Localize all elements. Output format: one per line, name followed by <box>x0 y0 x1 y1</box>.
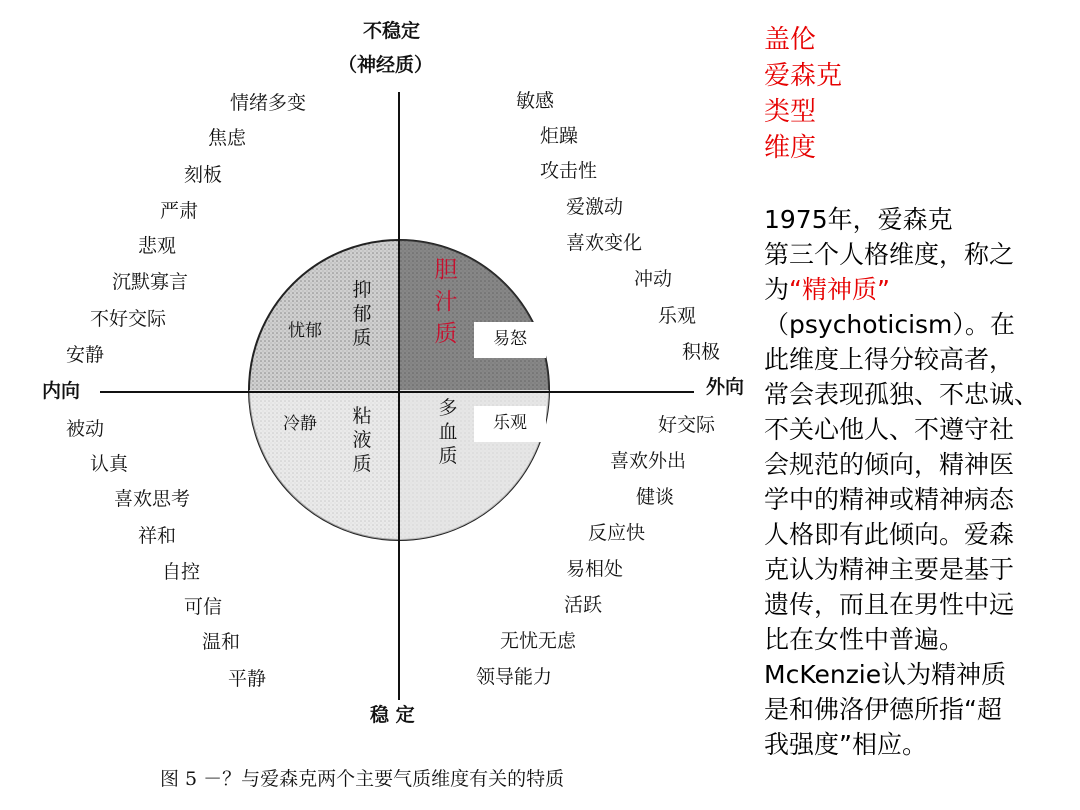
trait-label: 喜欢思考 <box>114 488 191 510</box>
neuroticism-label: （神经质） <box>338 54 434 76</box>
trait-label: 活跃 <box>564 594 603 616</box>
trait-label: 认真 <box>90 453 129 475</box>
body-line: 1975年，爱森克 <box>764 205 953 234</box>
trait-label: 刻板 <box>184 164 223 186</box>
trait-label: 积极 <box>682 341 721 363</box>
trait-label: 好交际 <box>658 414 716 436</box>
trait-label: 严肃 <box>160 200 199 222</box>
side-paragraph <box>764 202 1076 762</box>
sanguine-text: 多 血 质 <box>438 397 458 467</box>
body-line: 常会表现孤独、不忠诚、 <box>764 380 1040 409</box>
body-line: 会规范的倾向，精神医 <box>764 450 1015 479</box>
trait-label: 悲观 <box>138 235 177 257</box>
trait-label: 冲动 <box>634 268 673 290</box>
stable-label: 稳 定 <box>370 704 415 726</box>
body-line: 不关心他人、不遵守社 <box>764 415 1015 444</box>
unstable-label: 不稳定 <box>363 20 421 42</box>
body-line: 第三个人格维度，称之 <box>764 240 1015 269</box>
trait-label: 无忧无虑 <box>500 630 577 652</box>
phlegmatic-text: 粘 液 质 <box>352 405 372 475</box>
phlegmatic-label <box>352 404 372 476</box>
trait-label: 安静 <box>66 344 105 366</box>
introvert-label: 内向 <box>42 380 81 402</box>
melancholic-label <box>352 278 372 350</box>
phlegmatic-box: 冷静 <box>283 414 317 434</box>
choleric-label <box>434 254 458 350</box>
trait-label: 喜欢变化 <box>566 232 643 254</box>
body-line: McKenzie认为精神质 <box>764 660 1007 689</box>
extravert-label: 外向 <box>706 376 745 398</box>
trait-label: 焦虑 <box>208 127 247 149</box>
body-line: 是和佛洛伊德所指“超 <box>764 695 1002 724</box>
melancholic-text: 抑 郁 质 <box>352 279 372 349</box>
body-line: 克认为精神主要是基于 <box>764 555 1015 584</box>
trait-label: 敏感 <box>516 90 555 112</box>
choleric-quadrant <box>399 240 549 390</box>
trait-label: 炬躁 <box>540 125 579 147</box>
choleric-box: 易怒 <box>474 322 546 358</box>
body-prefix: 为 <box>764 275 790 304</box>
figure-caption: 图 5 －？与爱森克两个主要气质维度有关的特质 <box>160 768 565 790</box>
choleric-text: 胆 汁 质 <box>434 257 458 347</box>
body-line: （psychoticism）。在 <box>764 310 1015 339</box>
heading-line: 爱森克 <box>764 61 843 91</box>
heading-line: 维度 <box>764 133 817 163</box>
heading-line: 类型 <box>764 97 817 127</box>
trait-label: 自控 <box>162 561 201 583</box>
sanguine-box: 乐观 <box>474 406 546 442</box>
trait-label: 被动 <box>66 418 105 440</box>
body-line: 比在女性中普遍。 <box>764 625 965 654</box>
trait-label: 喜欢外出 <box>610 450 687 472</box>
body-line: 遗传，而且在男性中远 <box>764 590 1015 619</box>
trait-label: 健谈 <box>636 486 675 508</box>
body-line: 学中的精神或精神病态 <box>764 485 1015 514</box>
trait-label: 乐观 <box>658 305 697 327</box>
melancholic-box: 忧郁 <box>288 321 322 341</box>
trait-label: 祥和 <box>138 525 177 547</box>
trait-label: 易相处 <box>566 558 624 580</box>
trait-label: 平静 <box>228 668 267 690</box>
side-heading <box>764 22 842 166</box>
trait-label: 反应快 <box>588 522 646 544</box>
body-line: 人格即有此倾向。爱森 <box>764 520 1015 549</box>
trait-label: 温和 <box>202 631 241 653</box>
body-line-highlight <box>764 272 1076 307</box>
body-line: 此维度上得分较高者， <box>764 345 1015 374</box>
psychoticism-term: “精神质” <box>789 275 890 304</box>
trait-label: 攻击性 <box>540 160 598 182</box>
trait-label: 可信 <box>184 596 223 618</box>
trait-label: 情绪多变 <box>230 92 307 114</box>
trait-label: 沉默寡言 <box>112 271 189 293</box>
trait-label: 爱激动 <box>566 196 624 218</box>
trait-label: 领导能力 <box>476 666 553 688</box>
sanguine-label <box>438 396 458 468</box>
heading-line: 盖伦 <box>764 25 817 55</box>
body-line: 我强度”相应。 <box>764 730 927 759</box>
trait-label: 不好交际 <box>90 308 167 330</box>
